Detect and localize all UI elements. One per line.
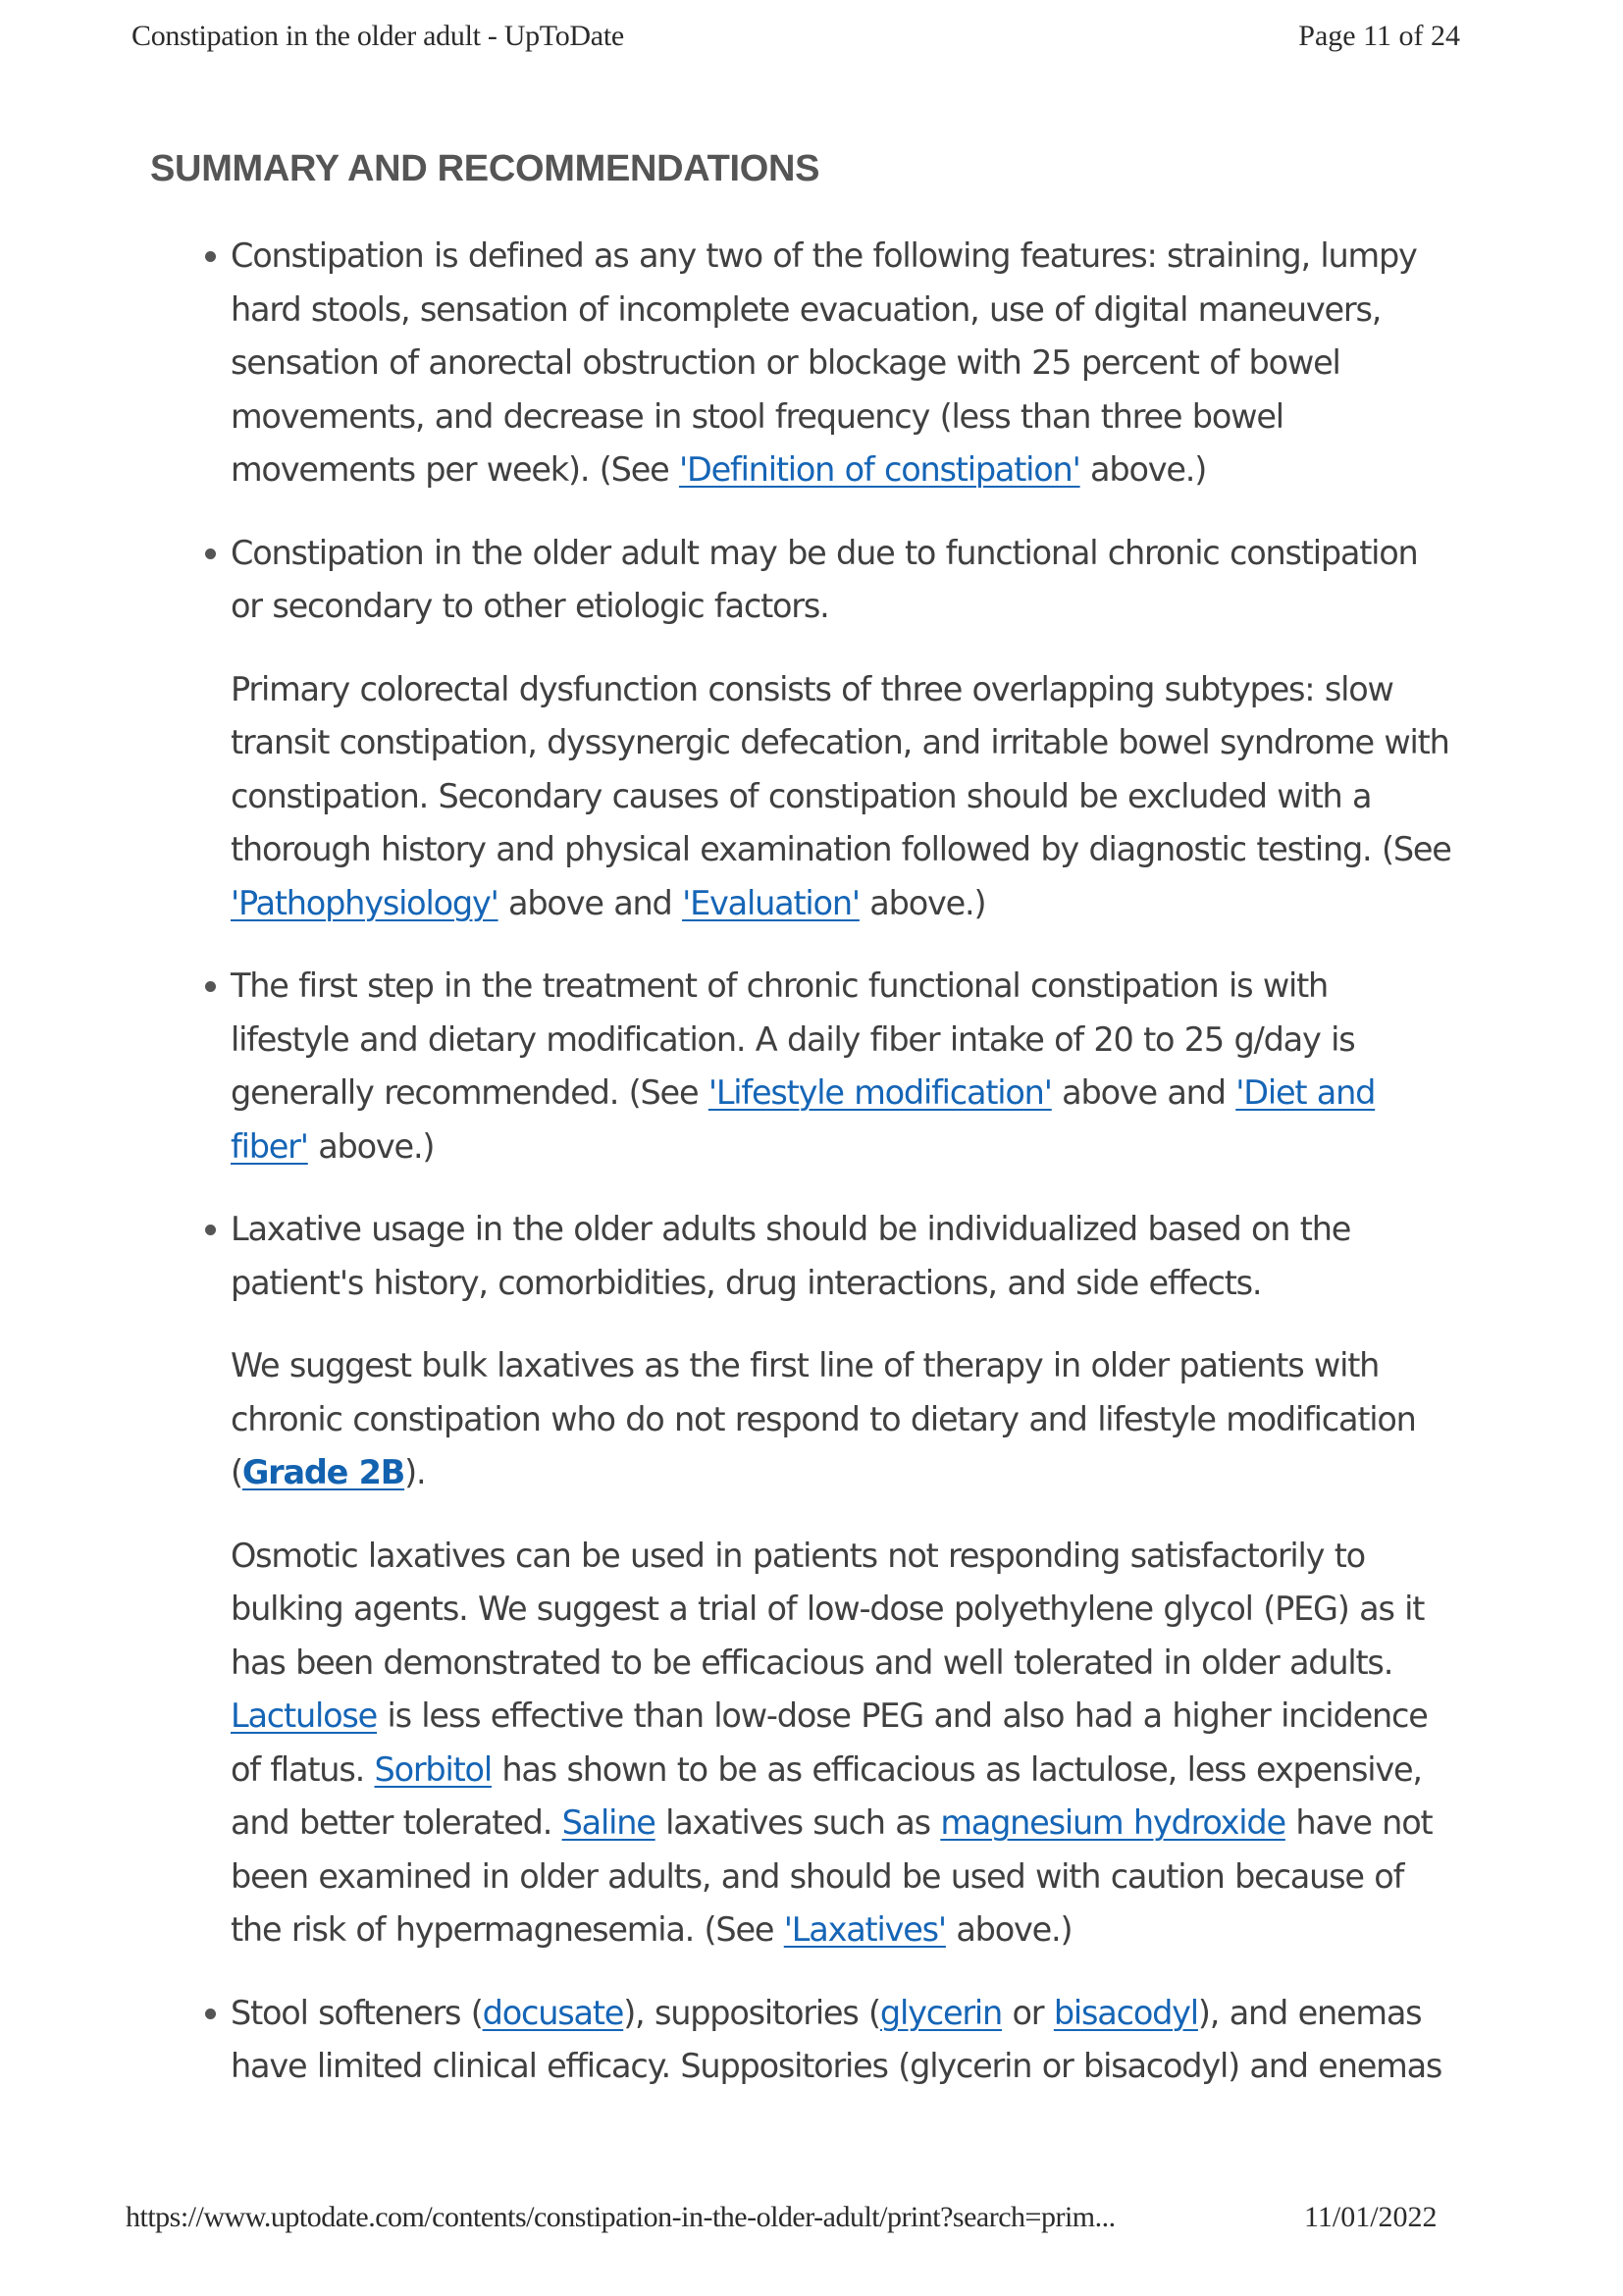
- text: above and: [1051, 1073, 1236, 1112]
- link-sorbitol[interactable]: Sorbitol: [374, 1749, 492, 1789]
- list-item: [150, 960, 1455, 1174]
- bullet-icon: [205, 251, 216, 262]
- paragraph: [231, 1987, 1455, 2094]
- text: above.): [859, 883, 986, 922]
- print-footer-url: https://www.uptodate.com/contents/constipation-in-the-older-adult/print?search=prim...: [126, 2201, 1116, 2233]
- paragraph: [150, 1530, 1455, 1957]
- paragraph: [150, 663, 1455, 931]
- link-definition-of-constipation[interactable]: 'Definition of constipation': [678, 450, 1080, 489]
- text: above.): [307, 1126, 435, 1166]
- print-footer-date: 11/01/2022: [1304, 2201, 1438, 2233]
- link-saline[interactable]: Saline: [561, 1803, 655, 1842]
- text: The first step in the treatment of chronic functional constipation is with lifestyle and dietary modification. A daily fiber intake of 20 to 25 g/day is generally recommended. (See: [231, 966, 1355, 1112]
- list-item: [150, 1203, 1455, 1310]
- text: have not been examined in older adults, and should be used with caution because of the risk of hypermagnesemia. (See: [231, 1803, 1433, 1949]
- link-pathophysiology[interactable]: 'Pathophysiology': [231, 883, 498, 922]
- bullet-icon: [205, 981, 216, 992]
- text: Constipation in the older adult may be due to functional chronic constipation or secondary to other etiologic factors.: [231, 533, 1418, 625]
- section-title: SUMMARY AND RECOMMENDATIONS: [150, 148, 820, 189]
- text: Primary colorectal dysfunction consists of three overlapping subtypes: slow transit constipation, dyssynergic defecation, and irritable bowel syndrome with constipation. Secondary causes of constipation should be excluded with a thorough history and physical examination followed by diagnostic testing. (See: [231, 669, 1451, 868]
- text: above and: [497, 883, 683, 922]
- text: Laxative usage in the older adults should be individualized based on the patient's history, comorbidities, drug interactions, and side effects.: [231, 1210, 1351, 1302]
- text: Constipation is defined as any two of the following features: straining, lumpy hard stools, sensation of incomplete evacuation, use of digital maneuvers, sensation of anorectal obstruction or blockage with 25 percent of bowel movements, and decrease in stool frequency (less than three bowel movements per week). (See: [231, 236, 1417, 489]
- bullet-icon: [205, 1225, 216, 1235]
- list-item: [150, 1987, 1455, 2094]
- list-item: [150, 230, 1455, 497]
- text: above.): [945, 1910, 1073, 1949]
- paragraph: [231, 230, 1455, 497]
- link-bisacodyl[interactable]: bisacodyl: [1053, 1993, 1198, 2032]
- paragraph: [231, 960, 1455, 1174]
- link-diet-and-fiber[interactable]: 'Diet and fiber': [231, 1073, 1376, 1166]
- text: above.): [1079, 450, 1207, 489]
- text: has shown to be as efficacious as lactulose, less expensive, and better tolerated.: [231, 1749, 1422, 1842]
- list-item-continuation: [150, 663, 1455, 931]
- link-lifestyle-modification[interactable]: 'Lifestyle modification': [707, 1073, 1052, 1112]
- text: or: [1002, 1993, 1054, 2032]
- paragraph: [150, 1339, 1455, 1500]
- text: Stool softeners (: [231, 1993, 483, 2032]
- print-header-page-number: Page 11 of 24: [1298, 20, 1460, 52]
- summary-list: [150, 230, 1455, 2094]
- paragraph: [231, 527, 1455, 634]
- bullet-icon: [205, 2009, 216, 2019]
- list-item-continuation: [150, 1339, 1455, 1957]
- link-docusate[interactable]: docusate: [482, 1993, 624, 2032]
- text: ), suppositories (: [623, 1993, 880, 2032]
- text: is less effective than low-dose PEG and also had a higher incidence of flatus.: [231, 1696, 1428, 1789]
- text: We suggest bulk laxatives as the first line of therapy in older patients with chronic constipation who do not respond to dietary and lifestyle modification (: [231, 1346, 1416, 1491]
- paragraph: [231, 1203, 1455, 1310]
- article-content: [150, 137, 1455, 2123]
- text: ), and enemas have limited clinical efficacy. Suppositories (glycerin or bisacodyl) and enemas: [231, 1993, 1442, 2085]
- text: ).: [404, 1453, 426, 1491]
- bullet-icon: [205, 548, 216, 559]
- print-header: [0, 20, 1623, 59]
- link-laxatives[interactable]: 'Laxatives': [783, 1910, 946, 1949]
- text: Osmotic laxatives can be used in patients not responding satisfactorily to bulking agents. We suggest a trial of low-dose polyethylene glycol (PEG) as it has been demonstrated to be efficacious and well tolerated in older adults.: [231, 1536, 1425, 1682]
- link-glycerin[interactable]: glycerin: [879, 1993, 1003, 2032]
- link-evaluation[interactable]: 'Evaluation': [682, 883, 860, 922]
- print-header-title: Constipation in the older adult - UpToDate: [131, 20, 624, 52]
- list-item: [150, 527, 1455, 634]
- link-lactulose[interactable]: Lactulose: [231, 1696, 378, 1735]
- link-grade-2b[interactable]: Grade 2B: [241, 1453, 405, 1491]
- print-footer: [0, 2201, 1623, 2240]
- link-magnesium-hydroxide[interactable]: magnesium hydroxide: [940, 1803, 1285, 1842]
- text: laxatives such as: [654, 1803, 941, 1842]
